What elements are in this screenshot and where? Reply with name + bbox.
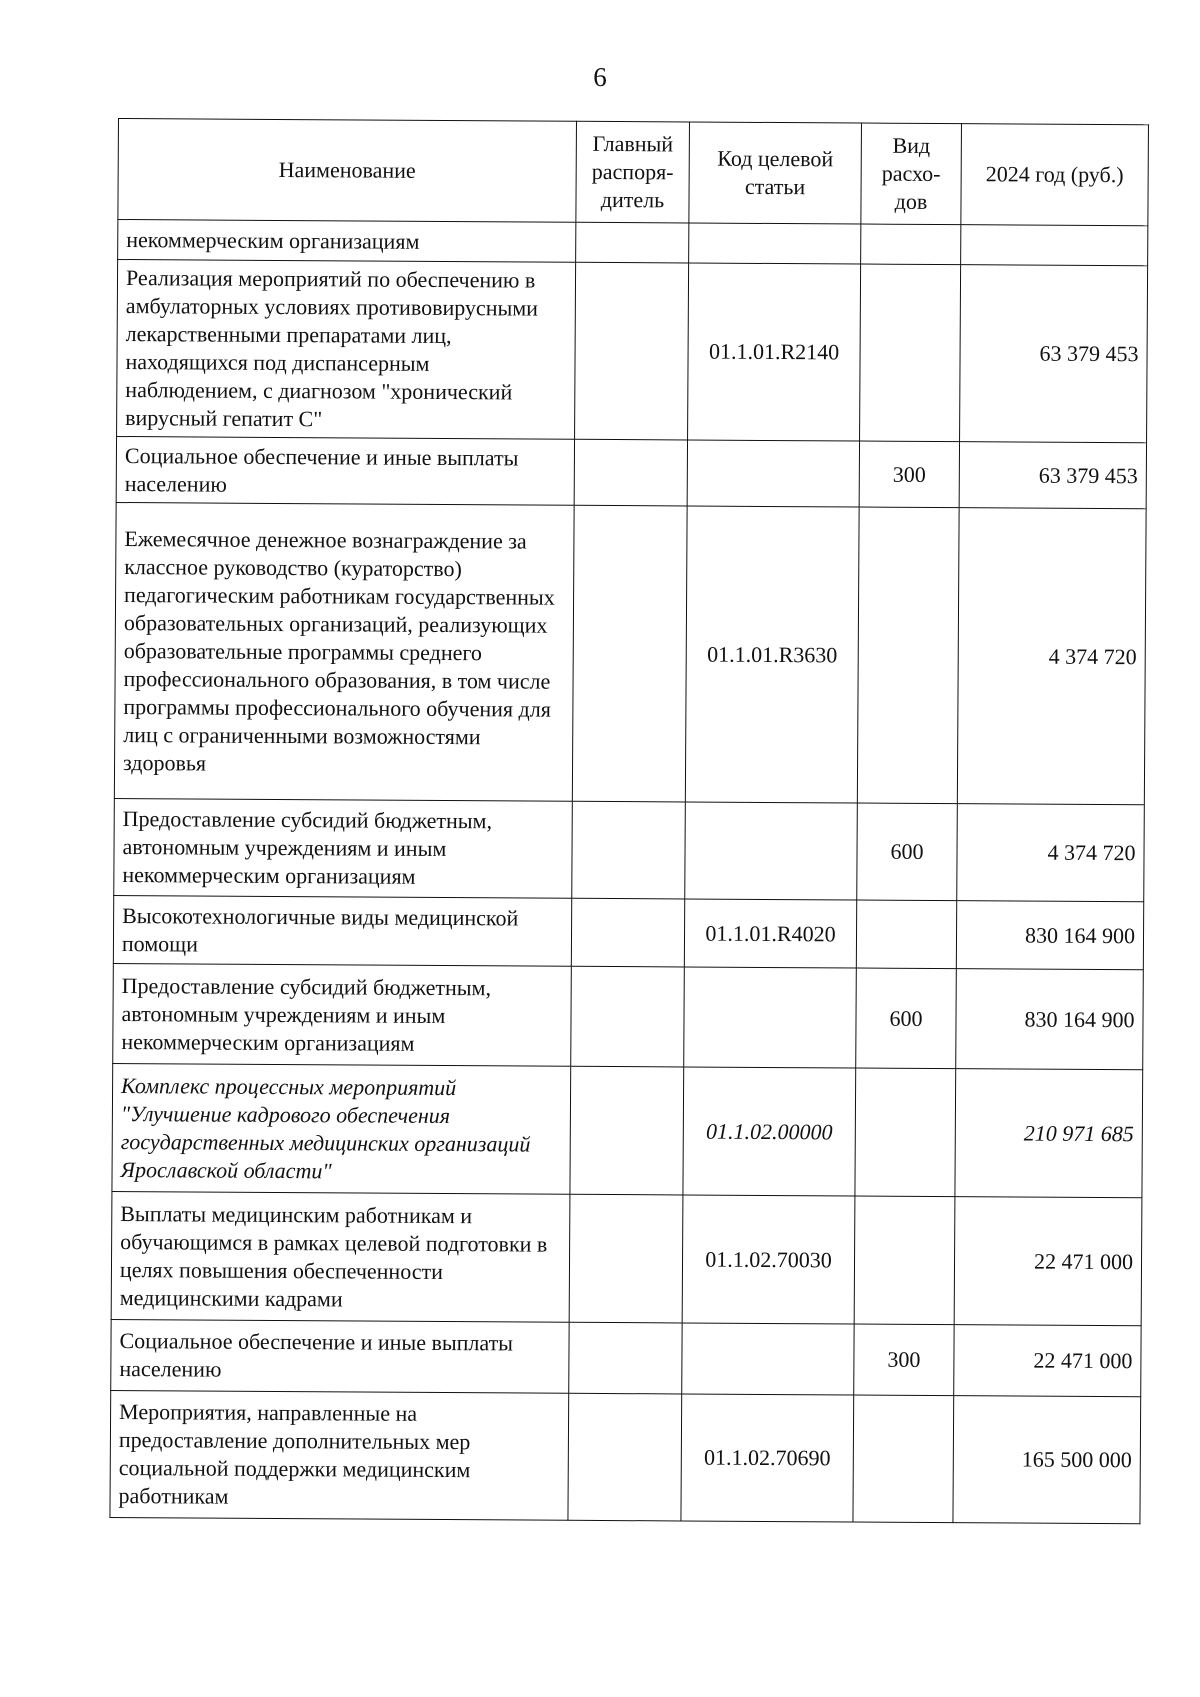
- row-type: [855, 1068, 956, 1197]
- table-row: [113, 895, 1143, 969]
- header-name: Наименование: [118, 119, 577, 223]
- row-name: некоммерческим организациям: [118, 220, 576, 263]
- table-row: [113, 963, 1144, 1069]
- row-code: [682, 1323, 854, 1395]
- row-name: Реализация мероприятий по обеспечению в амбулаторных условиях противовирусными лекарственными препаратами лиц, находящихся под диспансерным наблюдением, с диагнозом "хронический вирусный гепатит С": [117, 260, 576, 440]
- table-row: [116, 436, 1146, 508]
- header-code: Код целевой статьи: [689, 122, 862, 224]
- row-manager: [568, 1393, 682, 1521]
- row-manager: [572, 505, 687, 802]
- row-name: Социальное обеспечение и иные выплаты населению: [111, 1319, 569, 1393]
- row-amount: 22 471 000: [954, 1197, 1142, 1326]
- row-manager: [571, 898, 684, 967]
- row-amount: 165 500 000: [953, 1396, 1141, 1524]
- row-amount: 210 971 685: [955, 1069, 1143, 1198]
- header-amount: 2024 год (руб.): [961, 124, 1149, 226]
- row-amount: 63 379 453: [960, 265, 1148, 443]
- row-amount: 830 164 900: [956, 901, 1143, 970]
- row-amount: 4 374 720: [957, 804, 1145, 902]
- header-manager: Главный распоря-дитель: [576, 121, 690, 223]
- row-type: [853, 1395, 954, 1523]
- row-code: 01.1.02.70030: [682, 1195, 855, 1324]
- row-type: 600: [856, 968, 957, 1069]
- row-name: Ежемесячное денежное вознаграждение за классное руководство (кураторство) педагогическим работникам государственных образовательных организаций, реализующих образовательные программы среднего профессионального образования, в том числе программы профессионального обучения для лиц с ограниченными возможностями здоровья: [114, 502, 574, 801]
- page-number: 6: [593, 62, 607, 92]
- row-type: 300: [854, 1324, 954, 1396]
- row-type: [856, 900, 956, 969]
- row-manager: [569, 1194, 683, 1323]
- row-code: 01.1.01.R4020: [684, 899, 856, 968]
- row-manager: [576, 222, 689, 263]
- row-manager: [575, 262, 689, 440]
- row-name: Комплекс процессных мероприятий "Улучшение кадрового обеспечения государственных медицинских организаций Ярославской области": [112, 1063, 571, 1194]
- table-header-row: [118, 119, 1149, 226]
- row-type: 600: [857, 803, 958, 901]
- row-name: Выплаты медицинским работникам и обучающимся в рамках целевой подготовки в целях повышения обеспеченности медицинскими кадрами: [111, 1191, 570, 1322]
- row-amount: 22 471 000: [954, 1325, 1141, 1397]
- row-type: [860, 264, 961, 442]
- row-manager: [569, 1322, 682, 1394]
- table-row: [110, 1390, 1141, 1523]
- table-row: [118, 220, 1148, 266]
- row-code: 01.1.01.R2140: [688, 263, 861, 441]
- row-amount: [961, 225, 1148, 266]
- table-row: [111, 1319, 1141, 1396]
- header-type: Вид расхо-дов: [861, 123, 962, 225]
- row-type: [861, 224, 961, 265]
- row-type: [857, 507, 959, 804]
- row-code: 01.1.01.R3630: [685, 506, 859, 803]
- row-manager: [572, 801, 686, 899]
- row-type: [854, 1196, 955, 1325]
- table-row: [114, 502, 1146, 804]
- row-type: 300: [859, 441, 959, 508]
- row-name: Предоставление субсидий бюджетным, автономным учреждениям и иным некоммерческим организациям: [113, 963, 572, 1066]
- table-row: [114, 798, 1145, 901]
- budget-table: [109, 118, 1149, 1524]
- row-manager: [571, 966, 685, 1067]
- row-name: Высокотехнологичные виды медицинской помощи: [113, 895, 571, 966]
- table-row: [112, 1063, 1143, 1197]
- row-manager: [570, 1066, 684, 1195]
- row-amount: 830 164 900: [956, 969, 1144, 1070]
- row-code: [685, 802, 858, 900]
- row-code: 01.1.02.00000: [683, 1067, 856, 1196]
- row-manager: [574, 439, 687, 506]
- row-code: [689, 223, 861, 264]
- row-code: 01.1.02.70690: [681, 1394, 854, 1522]
- row-amount: 63 379 453: [959, 442, 1146, 509]
- row-name: Мероприятия, направленные на предоставление дополнительных мер социальной поддержки медицинским работникам: [110, 1390, 569, 1520]
- row-code: [684, 967, 857, 1068]
- row-name: Предоставление субсидий бюджетным, автономным учреждениям и иным некоммерческим организациям: [114, 798, 573, 898]
- row-name: Социальное обеспечение и иные выплаты населению: [116, 436, 574, 505]
- table-row: [117, 260, 1148, 443]
- row-code: [687, 440, 859, 507]
- row-amount: 4 374 720: [957, 508, 1146, 805]
- table-row: [111, 1191, 1142, 1325]
